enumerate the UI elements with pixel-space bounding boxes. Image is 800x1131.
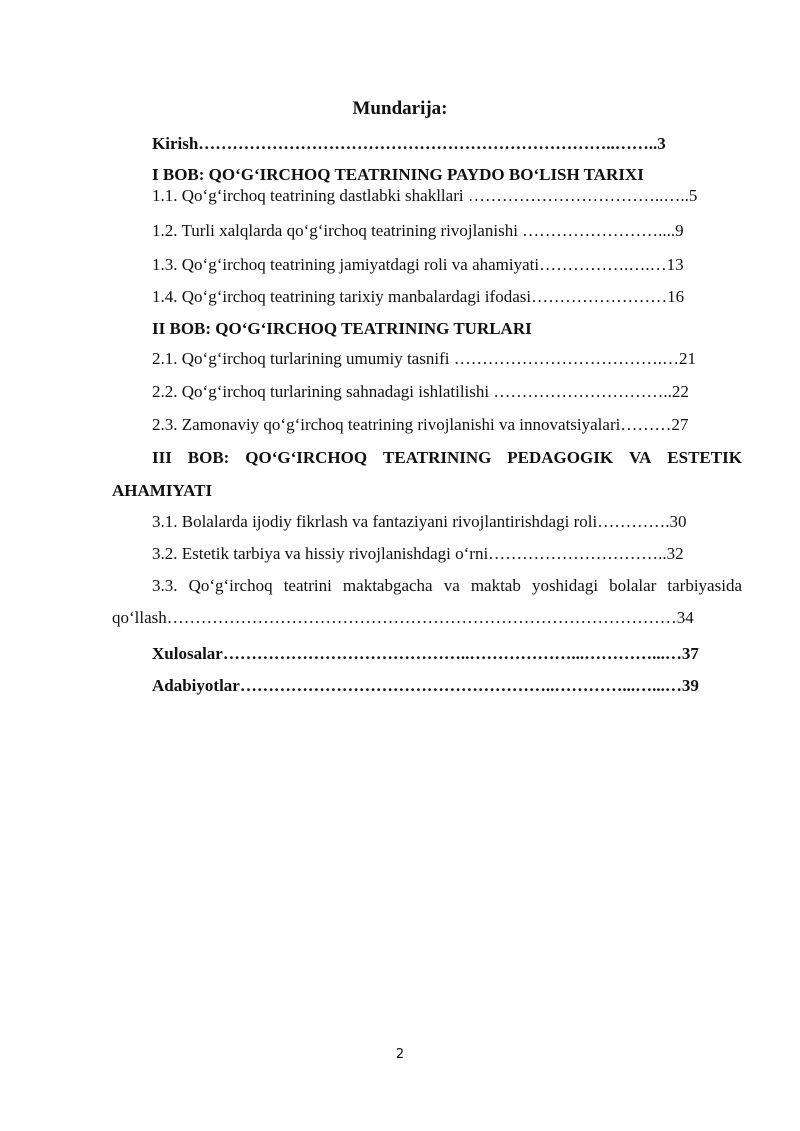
toc-entry-1-1: 1.1. Qo‘g‘irchoq teatrining dastlabki shakllari ……………………………..…..5 [152, 186, 698, 205]
heading-word: TEATRINING [383, 448, 492, 467]
entry-word: maktabgacha [342, 576, 433, 595]
toc-chapter-3-heading-continued: AHAMIYATI [112, 481, 213, 500]
heading-word: VA [629, 448, 652, 467]
toc-entry-xulosalar: Xulosalar……………………………………..………………...…………...…37 [152, 644, 699, 663]
toc-chapter-2-heading: II BOB: QO‘G‘IRCHOQ TEATRINING TURLARI [152, 319, 532, 338]
heading-word: QO‘G‘IRCHOQ [245, 448, 368, 467]
entry-word: Qo‘g‘irchoq [188, 576, 273, 595]
toc-entry-adabiyotlar: Adabiyotlar………………………………………………..…………...…...…39 [152, 676, 699, 695]
toc-entry-3-2: 3.2. Estetik tarbiya va hissiy rivojlanishdagi o‘rni…………………………..32 [152, 544, 684, 563]
toc-chapter-3-heading [152, 447, 742, 469]
entry-word: teatrini [283, 576, 332, 595]
toc-entry-3-1: 3.1. Bolalarda ijodiy fikrlash va fantaziyani rivojlantirishdagi roli………….30 [152, 512, 687, 531]
page-number: 2 [395, 1047, 405, 1062]
entry-word: maktab [470, 576, 521, 595]
entry-word: bolalar [609, 576, 657, 595]
toc-entry-2-3: 2.3. Zamonaviy qo‘g‘irchoq teatrining rivojlanishi va innovatsiyalari………27 [152, 415, 689, 434]
heading-word: III [152, 448, 172, 467]
toc-entry-1-2: 1.2. Turli xalqlarda qo‘g‘irchoq teatrining rivojlanishi ……………………....9 [152, 221, 684, 240]
heading-word: PEDAGOGIK [507, 448, 614, 467]
toc-entry-kirish: Kirish………………………………………………………………..……..3 [152, 134, 666, 153]
toc-entry-3-3 [152, 575, 742, 597]
heading-word: ESTETIK [667, 448, 742, 467]
heading-word: BOB: [187, 448, 230, 467]
toc-entry-2-2: 2.2. Qo‘g‘irchoq turlarining sahnadagi ishlatilishi …………………………..22 [152, 382, 689, 401]
toc-entry-1-4: 1.4. Qo‘g‘irchoq teatrining tarixiy manbalardagi ifodasi……………………16 [152, 287, 685, 306]
entry-word: 3.3. [152, 576, 178, 595]
toc-chapter-1-heading: I BOB: QO‘G‘IRCHOQ TEATRINING PAYDO BO‘LISH TARIXI [152, 165, 644, 184]
toc-entry-3-3-continued: qo‘llash………………………………………………………………………………34 [112, 608, 694, 627]
entry-word: yoshidagi [531, 576, 599, 595]
toc-entry-2-1: 2.1. Qo‘g‘irchoq turlarining umumiy tasnifi ……………………………….…21 [152, 349, 696, 368]
toc-entry-1-3: 1.3. Qo‘g‘irchoq teatrining jamiyatdagi roli va ahamiyati…………….….…13 [152, 255, 684, 274]
page-title: Mundarija: [352, 98, 448, 119]
entry-word: va [443, 576, 460, 595]
entry-word: tarbiyasida [667, 576, 742, 595]
